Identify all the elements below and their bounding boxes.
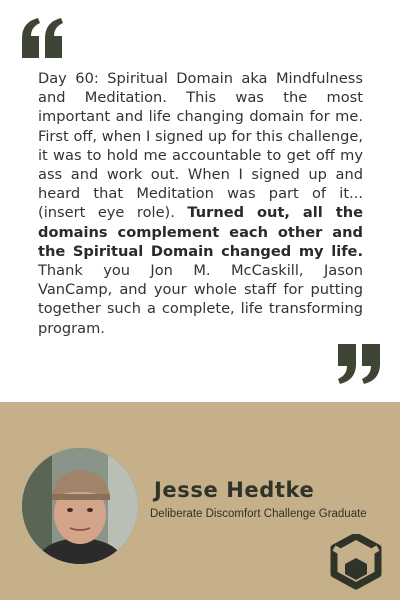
close-quote-icon (336, 344, 382, 384)
avatar-portrait-image (22, 448, 138, 564)
testimonial-segment-2-bold: Turned out, all the domains complement each other and the Spiritual Domain changed my life. (38, 204, 363, 260)
testimonial-segment-3: Thank you Jon M. McCaskill, Jason VanCamp, and your whole staff for putting together such a complete, life transforming program. (38, 262, 363, 337)
avatar (22, 448, 138, 564)
person-name: Jesse Hedtke (154, 478, 315, 502)
testimonial-text (38, 69, 363, 338)
hexagon-logo-icon (330, 534, 382, 590)
person-subtitle: Deliberate Discomfort Challenge Graduate (150, 508, 367, 520)
open-quote-icon (20, 18, 64, 58)
testimonial-segment-1: Day 60: Spiritual Domain aka Mindfulness and Meditation. This was the most important and life changing domain for me. First off, when I signed up for this challenge, it was to hold me accountable to get off my ass and work out. When I signed up and heard that Meditation was part of it... (insert eye role). (38, 70, 363, 222)
